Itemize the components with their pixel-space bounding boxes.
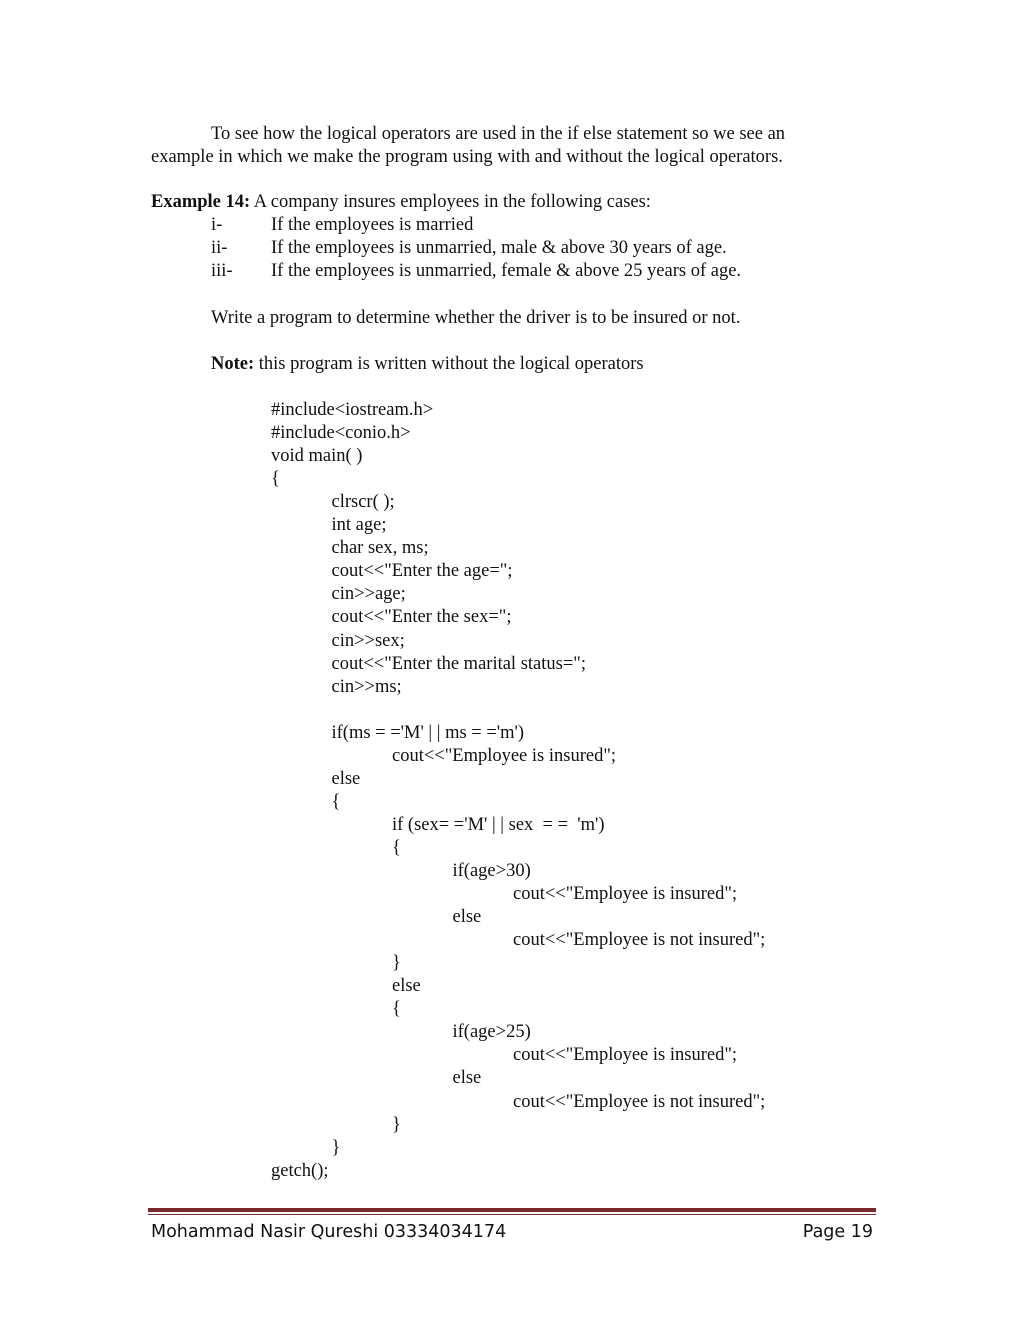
code-line: else [392,976,421,997]
code-line: cout<<"Enter the marital status="; [331,653,586,674]
code-line: cin>>age; [331,584,406,605]
code-line: cout<<"Enter the age="; [331,561,513,582]
code-line: char sex, ms; [331,538,429,559]
code-line: if(ms = ='M' | | ms = ='m') [331,722,524,743]
code-line: { [271,469,280,490]
code-line: else [452,907,482,928]
example-heading [151,191,651,214]
code-line: } [331,1137,341,1158]
intro-line-2: example in which we make the program using with and without the logical operators. [151,147,783,167]
task-text: Write a program to determine whether the driver is to be insured or not. [211,308,741,328]
case-number: i- [211,215,223,235]
case-text: If the employees is unmarried, female & above 25 years of age. [271,261,742,281]
code-line: int age; [331,515,387,536]
code-line: getch(); [271,1160,329,1181]
code-line: cout<<"Enter the sex="; [331,607,512,628]
code-line: { [392,999,401,1020]
footer-rule-thick [148,1208,876,1212]
code-line: cin>>sex; [331,630,405,651]
code-line: else [452,1068,482,1089]
case-text: If the employees is married [271,215,474,235]
code-line: void main( ) [271,446,363,467]
code-line: if(age>30) [452,861,531,881]
note-text: this program is written without the logical operators [254,354,644,374]
code-line: { [392,837,401,858]
code-line: } [392,1114,401,1135]
code-line: } [392,953,401,974]
code-line: cout<<"Employee is insured"; [513,1045,738,1066]
case-text: If the employees is unmarried, male & above 30 years of age. [271,238,727,258]
footer-page-number: Page 19 [802,1222,873,1242]
code-line: if (sex= ='M' | | sex = = 'm') [392,814,605,835]
code-line: else [331,768,361,789]
example-text: A company insures employees in the following cases: [250,192,651,212]
code-line: cout<<"Employee is insured"; [513,884,738,905]
code-line: cin>>ms; [331,676,402,697]
case-number: iii- [211,261,233,281]
code-line: cout<<"Employee is not insured"; [513,930,766,951]
code-line: cout<<"Employee is insured"; [392,745,617,766]
code-line: if(age>25) [452,1022,531,1043]
footer-rule-thin [148,1214,876,1215]
code-line: { [331,791,341,812]
code-line: clrscr( ); [331,492,395,513]
intro-line-1: To see how the logical operators are used in the if else statement so we see an [211,124,786,144]
case-number: ii- [211,238,228,258]
footer-author: Mohammad Nasir Qureshi 03334034174 [151,1222,507,1242]
note-label: Note: [211,354,255,374]
example-label: Example 14: [151,192,251,212]
note-paragraph [211,353,644,376]
code-line: #include<iostream.h> [271,400,434,420]
code-line: #include<conio.h> [271,423,411,444]
code-line: cout<<"Employee is not insured"; [513,1091,766,1112]
